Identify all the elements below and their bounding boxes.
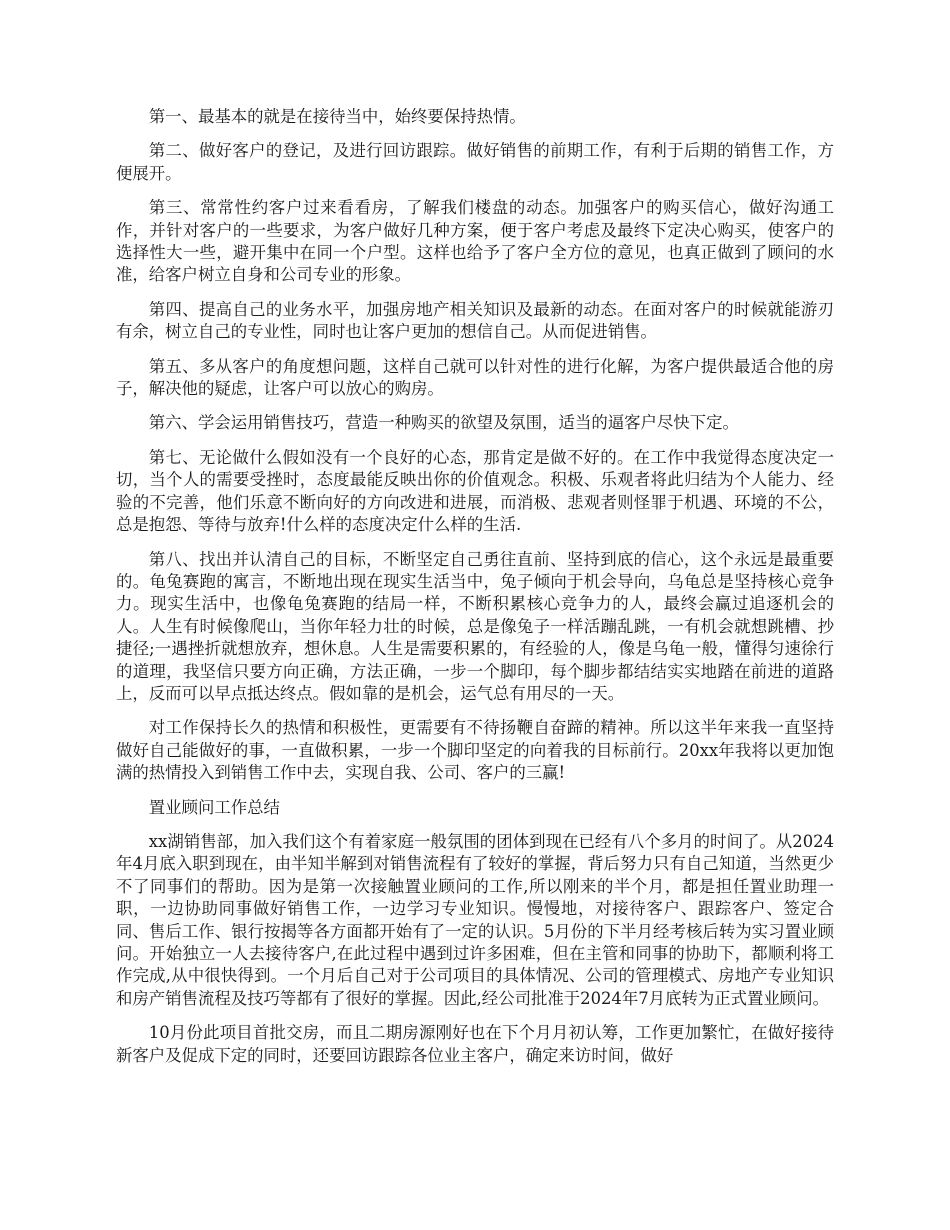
paragraph-4: 第四、提高自己的业务水平，加强房地产相关知识及最新的动态。在面对客户的时候就能游刃有余，树立自己的专业性，同时也让客户更加的想信自己。从而促进销售。 xyxy=(116,299,834,342)
paragraph-1: 第一、最基本的就是在接待当中，始终要保持热情。 xyxy=(148,107,526,126)
paragraph-2: 第二、做好客户的登记，及进行回访跟踪。做好销售的前期工作，有利于后期的销售工作，方便展开。 xyxy=(116,141,834,183)
document-body xyxy=(116,106,834,1079)
paragraph-5: 第五、多从客户的角度想问题，这样自己就可以针对性的进行化解，为客户提供最适合他的房子，解决他的疑虑，让客户可以放心的购房。 xyxy=(116,356,834,399)
paragraph-6: 第六、学会运用销售技巧，营造一种购买的欲望及氛围，适当的逼客户尽快下定。 xyxy=(148,413,739,433)
paragraph-9: 对工作保持长久的热情和积极性，更需要有不待扬鞭自奋蹄的精神。所以这半年来我一直坚持做好自己能做好的事，一直做积累，一步一个脚印坚定的向着我的目标前行。20xx年我将以更加饱满的热情投入到销售工作中去，实现自我、公司、客户的三赢! xyxy=(116,718,834,783)
paragraph-11: xx湖销售部，加入我们这个有着家庭一般氛围的团体到现在已经有八个多月的时间了。从2024年4月底入职到现在，由半知半解到对销售流程有了较好的掌握，背后努力只有自己知道，当然更少不了同事们的帮助。因为是第一次接触置业顾问的工作,所以刚来的半个月，都是担任置业助理一职，一边协助同事做好销售工作，一边学习专业知识。慢慢地，对接待客户、跟踪客户、签定合同、售后工作、银行按揭等各方面都开始有了一定的认识。5月份的下半月经考核后转为实习置业顾问。开始独立一人去接待客户,在此过程中遇到过许多困难，但在主管和同事的协助下，都顺利将工作完成,从中很快得到。一个月后自己对于公司项目的具体情况、公司的管理模式、房地产专业知识和房产销售流程及技巧等都有了很好的掌握。因此,经公司批准于2024年7月底转为正式置业顾问。 xyxy=(116,831,834,1008)
section-heading: 置业顾问工作总结 xyxy=(148,797,280,817)
paragraph-7: 第七、无论做什么假如没有一个良好的心态，那肯定是做不好的。在工作中我觉得态度决定一切，当个人的需要受挫时，态度最能反映出你的价值观念。积极、乐观者将此归结为个人能力、经验的不完善，他们乐意不断向好的方向改进和进展，而消极、悲观者则怪罪于机遇、环境的不公，总是抱怨、等待与放弃!什么样的态度决定什么样的生活. xyxy=(116,447,834,535)
paragraph-8: 第八、找出并认清自己的目标，不断坚定自己勇往直前、坚持到底的信心，这个永远是最重要的。龟兔赛跑的寓言，不断地出现在现实生活当中，兔子倾向于机会导向，乌龟总是坚持核心竞争力。现实生活中，也像龟兔赛跑的结局一样，不断积累核心竞争力的人，最终会赢过追逐机会的人。人生有时候像爬山，当你年轻力壮的时候，总是像兔子一样活蹦乱跳，一有机会就想跳槽、抄捷径;一遇挫折就想放弃，想休息。人生是需要积累的，有经验的人，像是乌龟一般，懂得匀速徐行的道理，我坚信只要方向正确，方法正确，一步一个脚印，每个脚步都结结实实地踏在前进的道路上，反而可以早点抵达终点。假如靠的是机会，运气总有用尽的一天。 xyxy=(116,549,834,703)
paragraph-12: 10月份此项目首批交房，而且二期房源刚好也在下个月月初认筹，工作更加繁忙，在做好接待新客户及促成下定的同时，还要回访跟踪各位业主客户，确定来访时间，做好 xyxy=(116,1023,834,1065)
paragraph-3: 第三、常常性约客户过来看看房，了解我们楼盘的动态。加强客户的购买信心，做好沟通工作，并针对客户的一些要求，为客户做好几种方案，便于客户考虑及最终下定决心购买，使客户的选择性大一些，避开集中在同一个户型。这样也给予了客户全方位的意见，也真正做到了顾问的水准，给客户树立自身和公司专业的形象。 xyxy=(116,198,834,285)
